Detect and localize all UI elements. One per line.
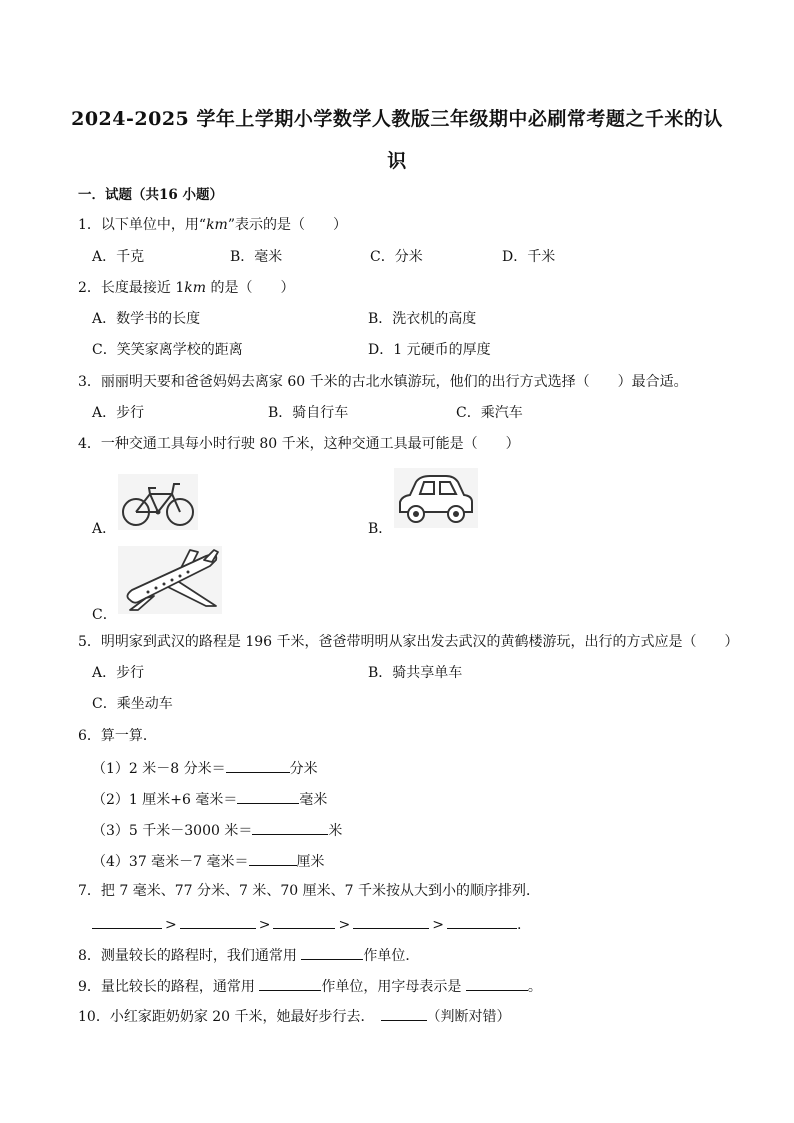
q6-part-2-blank[interactable] <box>237 789 299 804</box>
q1-option-a[interactable]: A．千克 <box>92 249 145 265</box>
question-10-text-pre: 10．小红家距奶奶家 20 千米，她最好步行去． <box>78 1009 375 1025</box>
q6-part-2-expr: （2）1 厘米+6 毫米＝ <box>92 792 238 808</box>
q8-blank[interactable] <box>301 945 363 960</box>
question-1-text-pre: 1．以下单位中，用“ <box>78 217 207 233</box>
q7-period: . <box>516 917 522 933</box>
question-6: 6．算一算． <box>78 728 157 744</box>
q4-option-b-label[interactable]: B． <box>368 521 393 537</box>
q6-part-4 <box>92 851 325 871</box>
question-4: 4．一种交通工具每小时行驶 80 千米，这种交通工具最可能是（ ） <box>78 436 520 452</box>
q5-option-b[interactable]: B．骑共享单车 <box>368 665 463 681</box>
question-2 <box>78 279 294 297</box>
question-1-unit: km <box>206 217 228 233</box>
q6-part-3 <box>92 820 342 840</box>
q6-part-1-unit: 分米 <box>289 761 318 777</box>
q10-blank[interactable] <box>381 1006 427 1021</box>
q6-part-4-unit: 厘米 <box>296 854 325 870</box>
q6-part-3-unit: 米 <box>328 823 343 839</box>
q2-option-b[interactable]: B．洗衣机的高度 <box>368 311 477 327</box>
question-10-text-post: （判断对错） <box>426 1009 511 1025</box>
q6-part-2-unit: 毫米 <box>299 792 328 808</box>
page-title-continued: 识 <box>387 150 407 172</box>
question-10 <box>78 1006 511 1026</box>
q6-part-1-blank[interactable] <box>226 758 290 773</box>
q6-part-3-blank[interactable] <box>252 820 328 835</box>
section-heading: 一．试题（共16 小题） <box>78 187 223 203</box>
question-9-text-mid: 作单位，用字母表示是 <box>321 979 466 995</box>
q6-part-1-expr: （1）2 米－8 分米＝ <box>92 761 226 777</box>
q9-blank-1[interactable] <box>259 976 321 991</box>
question-8-text-pre: 8．测量较长的路程时，我们通常用 <box>78 948 302 964</box>
q6-part-2 <box>92 789 327 809</box>
question-2-unit: km <box>184 280 207 296</box>
q4-option-a-label[interactable]: A． <box>92 521 117 537</box>
question-9 <box>78 976 542 996</box>
q1-option-c[interactable]: C．分米 <box>370 249 423 265</box>
question-8-text-post: 作单位． <box>363 948 420 964</box>
q2-option-d[interactable]: D．1 元硬币的厚度 <box>368 342 491 358</box>
q3-option-c[interactable]: C．乘汽车 <box>456 405 523 421</box>
q7-blank-1[interactable] <box>92 914 162 929</box>
q7-blank-4[interactable] <box>353 914 429 929</box>
q4-option-c-label[interactable]: C． <box>92 607 117 623</box>
question-9-text-post: 。 <box>527 979 542 995</box>
question-2-text-pre: 2．长度最接近 1 <box>78 280 185 296</box>
q6-part-1 <box>92 758 318 778</box>
q5-option-a[interactable]: A．步行 <box>92 665 145 681</box>
q2-option-a[interactable]: A．数学书的长度 <box>92 311 201 327</box>
q6-part-4-expr: （4）37 毫米－7 毫米＝ <box>92 854 249 870</box>
bicycle-icon[interactable] <box>118 474 198 530</box>
q1-option-d[interactable]: D．千米 <box>502 249 556 265</box>
q7-blank-3[interactable] <box>273 914 335 929</box>
q9-blank-2[interactable] <box>466 976 528 991</box>
question-2-text-post: 的是（ ） <box>206 280 295 296</box>
q7-blank-5[interactable] <box>447 914 517 929</box>
question-1 <box>78 216 347 234</box>
greater-than-sign: > <box>258 917 271 933</box>
q3-option-b[interactable]: B．骑自行车 <box>268 405 349 421</box>
question-5: 5．明明家到武汉的路程是 196 千米，爸爸带明明从家出发去武汉的黄鹤楼游玩，出行的方式应是（ ） <box>78 634 739 650</box>
q5-option-c[interactable]: C．乘坐动车 <box>92 696 173 712</box>
question-1-text-post: ”表示的是（ ） <box>227 217 348 233</box>
airplane-icon[interactable] <box>118 546 222 614</box>
q2-option-c[interactable]: C．笑笑家离学校的距离 <box>92 342 243 358</box>
greater-than-sign: > <box>432 917 444 933</box>
question-3: 3．丽丽明天要和爸爸妈妈去离家 60 千米的古北水镇游玩，他们的出行方式选择（ ）最合适。 <box>78 374 688 390</box>
q6-part-4-blank[interactable] <box>249 851 297 866</box>
greater-than-sign: > <box>165 917 177 933</box>
greater-than-sign: > <box>338 917 351 933</box>
car-icon[interactable] <box>394 468 478 528</box>
q7-answer-row <box>92 914 521 934</box>
question-9-text-pre: 9．量比较长的路程，通常用 <box>78 979 260 995</box>
q7-blank-2[interactable] <box>180 914 256 929</box>
question-7: 7．把 7 毫米、77 分米、7 米、70 厘米、7 千米按从大到小的顺序排列． <box>78 883 540 899</box>
q1-option-b[interactable]: B．毫米 <box>230 249 283 265</box>
question-8 <box>78 945 419 965</box>
q3-option-a[interactable]: A．步行 <box>92 405 145 421</box>
page-title: 2024-2025 学年上学期小学数学人教版三年级期中必刷常考题之千米的认 <box>71 108 723 130</box>
q6-part-3-expr: （3）5 千米－3000 米＝ <box>92 823 253 839</box>
